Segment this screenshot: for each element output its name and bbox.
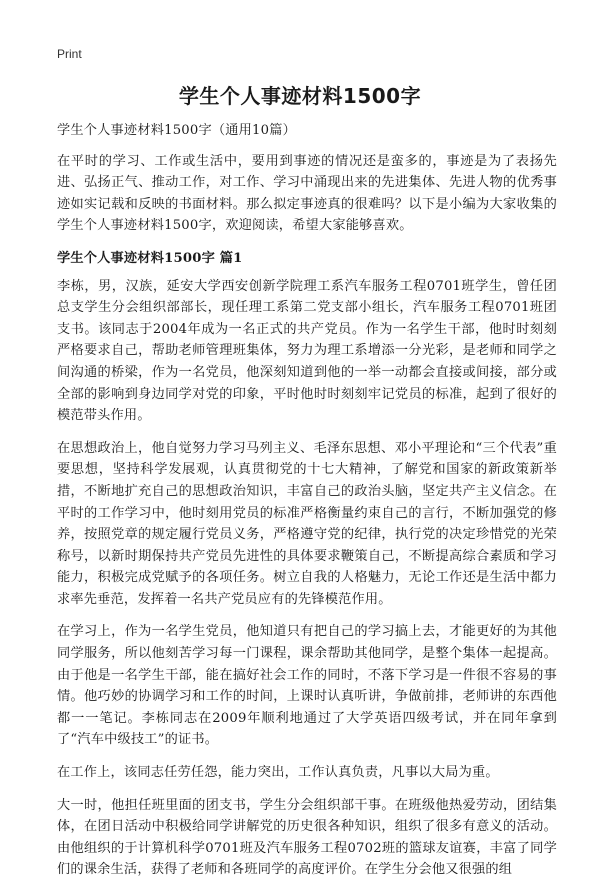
body-paragraph-1: 李栋，男，汉族，延安大学西安创新学院理工系汽车服务工程0701班学生，曾任团总支学生分会组织部部长，现任理工系第二党支部小组长，汽车服务工程0701班团支书。该同志于2004年成为一名正式的共产党员。作为一名学生干部，他时时刻刻严格要求自己，帮助老师管理班集体，努力为理工系增添一分光彩，是老师和同学之间沟通的桥梁，作为一名党员，他深刻知道到他的一举一动都会直接或间接，部分或全部的影响到身边同学对党的印象，平时他时时刻刻牢记党员的标准，起到了很好的模范带头作用。 bbox=[57, 278, 557, 424]
article-body bbox=[57, 120, 557, 892]
intro-paragraph: 在平时的学习、工作或生活中，要用到事迹的情况还是蛮多的，事迹是为了表扬先进、弘扬正气、推动工作，对工作、学习中涌现出来的先进集体、先进人物的优秀事迹如实记载和反映的书面材料。那么拟定事迹真的很难吗？以下是小编为大家收集的学生个人事迹材料1500字，欢迎阅读，希望大家能够喜欢。 bbox=[57, 153, 557, 234]
page-title: 学生个人事迹材料1500字 bbox=[178, 84, 422, 108]
body-paragraph-4: 在工作上，该同志任劳任怨，能力突出，工作认真负责，凡事以大局为重。 bbox=[57, 765, 499, 781]
article-subtitle: 学生个人事迹材料1500字（通用10篇） bbox=[57, 123, 296, 138]
body-paragraph-5: 大一时，他担任班里面的团支书，学生分会组织部干事。在班级他热爱劳动，团结集体，在团日活动中积极给同学讲解党的历史很各种知识，组织了很多有意义的活动。由他组织的于计算机科学0701班及汽车服务工程0702班的篮球友谊赛，丰富了同学们的课余生活，获得了老师和各班同学的高度评价。在学生分会他又很强的组 bbox=[57, 797, 557, 878]
section-heading: 学生个人事迹材料1500字 篇1 bbox=[57, 250, 243, 266]
body-paragraph-2: 在思想政治上，他自觉努力学习马列主义、毛泽东思想、邓小平理论和“三个代表”重要思想，坚持科学发展观，认真贯彻党的十七大精神，了解党和国家的新政策新举措，不断地扩充自己的思想政治知识，丰富自己的政治头脑，坚定共产主义信念。在平时的工作学习中，他时刻用党员的标准严格衡量约束自己的言行，不断加强党的修养，按照党章的规定履行党员义务，严格遵守党的纪律，执行党的决定珍惜党的光荣称号，以新时期保持共产党员先进性的具体要求鞭策自己，不断提高综合素质和学习能力，积极完成党赋予的各项任务。树立自我的人格魅力，无论工作还是生活中都力求率先垂范，发挥着一名共产党员应有的先锋模范作用。 bbox=[57, 440, 557, 607]
body-paragraph-3: 在学习上，作为一名学生党员，他知道只有把自己的学习搞上去，才能更好的为其他同学服务，所以他刻苦学习每一门课程，课余帮助其他同学，是整个集体一起提高。由于他是一名学生干部，能在搞好社会工作的同时，不落下学习是一件很不容易的事情。他巧妙的协调学习和工作的时间，上课时认真听讲，争做前排，老师讲的东西他都一一笔记。李栋同志在2009年顺利地通过了大学英语四级考试，并在同年拿到了“汽车中级技工”的证书。 bbox=[57, 624, 557, 748]
print-link[interactable]: Print bbox=[57, 47, 82, 61]
